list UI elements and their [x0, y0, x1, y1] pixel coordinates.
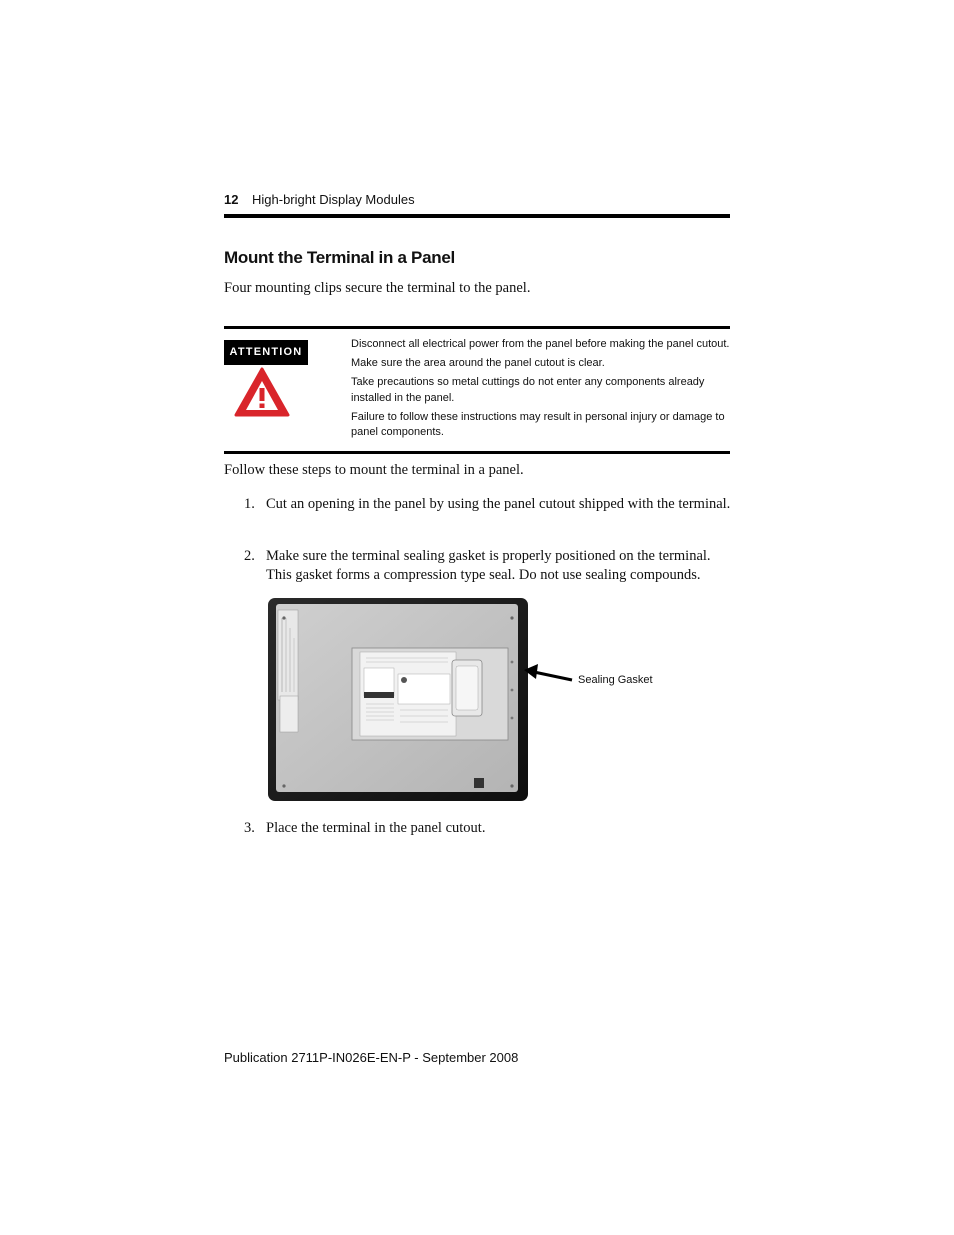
terminal-rear-view-image [268, 598, 528, 801]
step-text: Cut an opening in the panel by using the panel cutout shipped with the terminal. [266, 496, 731, 512]
steps-intro: Follow these steps to mount the terminal in a panel. [224, 462, 524, 478]
callout-arrow-icon [522, 662, 574, 690]
attention-paragraph: Take precautions so metal cuttings do not enter any components already installed in the panel. [351, 376, 705, 404]
attention-paragraph: Make sure the area around the panel cutout is clear. [351, 357, 605, 369]
step-number: 2. [244, 548, 255, 564]
step-item [244, 819, 734, 838]
attention-paragraph: Failure to follow these instructions may result in personal injury or damage to panel components. [351, 410, 725, 438]
attention-bottom-rule [224, 451, 730, 454]
section-intro: Four mounting clips secure the terminal to the panel. [224, 280, 531, 296]
step-number: 1. [244, 496, 255, 512]
step-item [244, 547, 734, 585]
attention-text [351, 337, 731, 444]
figure-callout-label: Sealing Gasket [578, 674, 653, 686]
section-title: Mount the Terminal in a Panel [224, 248, 455, 267]
step-text: Place the terminal in the panel cutout. [266, 820, 486, 836]
step-item [244, 495, 734, 514]
step-number: 3. [244, 820, 255, 836]
attention-paragraph: Disconnect all electrical power from the panel before making the panel cutout. [351, 338, 730, 350]
running-header-title: High-bright Display Modules [252, 192, 415, 207]
page-number: 12 [224, 192, 239, 207]
step-text: Make sure the terminal sealing gasket is properly positioned on the terminal. This gasket forms a compression type seal. Do not use sealing compounds. [266, 548, 711, 583]
header-rule [224, 214, 730, 218]
attention-label: ATTENTION [224, 340, 308, 365]
warning-triangle-icon [233, 366, 291, 418]
publication-footer: Publication 2711P-IN026E-EN-P - September 2008 [224, 1050, 519, 1065]
attention-top-rule [224, 326, 730, 329]
